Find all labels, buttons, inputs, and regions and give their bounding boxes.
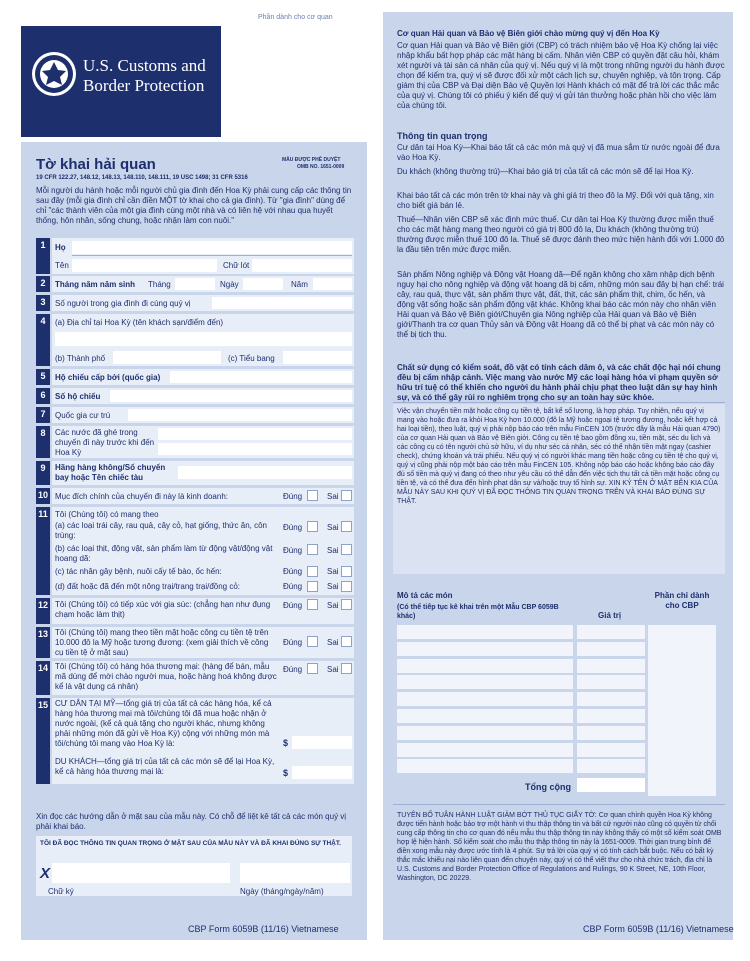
q11a-label: (a) các loại trái cây, rau quả, cây cỏ, hạt giống, thức ăn, côn trùng: <box>55 521 267 540</box>
q6-label: Số hộ chiếu <box>55 392 101 401</box>
first-name-field[interactable] <box>72 259 217 272</box>
intro-text: Mỗi người du hành hoặc mỗi người chủ gia đình đến Hoa Kỳ phải cung cấp các thông tin sau đây (mỗi gia đình chỉ cần điền MỘT tờ khai cho cả gia đình). Từ "gia đình" dùng để chỉ "các thành viên của một gia đình cùng một nhà và có liên hệ với nhau qua huyết thống, hôn nhân, sống chung, hoặc nhận làm con nuôi." <box>36 186 352 225</box>
q14-yes-checkbox[interactable] <box>307 663 318 674</box>
q12-number: 12 <box>36 598 50 624</box>
q11b-yes-checkbox[interactable] <box>307 544 318 555</box>
q8-label: Các nước đã ghé trong chuyến đi này trước khi đến Hoa Kỳ <box>55 428 155 457</box>
yes-label: Đúng <box>283 638 303 647</box>
q11d-no-checkbox[interactable] <box>341 581 352 592</box>
table-desc-subheader: (Có thể tiếp tục kê khai trên một Mẫu CBP 6059B khác) <box>397 604 559 620</box>
item-description-field[interactable] <box>397 692 573 706</box>
q13-yes-checkbox[interactable] <box>307 636 318 647</box>
yes-label: Đúng <box>283 601 303 610</box>
table-agency-header: Phần chỉ dành cho CBP <box>654 591 710 610</box>
signature-label: Chữ ký <box>48 887 74 896</box>
q15-number: 15 <box>36 698 50 784</box>
agency-use-note: Phần dành cho cơ quan <box>258 14 333 21</box>
q11d-label: (d) đất hoặc đã đến một nông trại/trang trại/đồng cỏ: <box>55 582 241 591</box>
no-label: Sai <box>327 601 339 610</box>
form-footer-back: CBP Form 6059B (11/16) Vietnamese <box>583 924 734 934</box>
q12-yes-checkbox[interactable] <box>307 599 318 610</box>
q11-number: 11 <box>36 507 50 595</box>
q3-label: Số người trong gia đình đi cùng quý vị <box>55 299 191 308</box>
q13-number: 13 <box>36 627 50 658</box>
q11c-label: (c) tác nhân gây bệnh, nuôi cấy tế bào, ốc hến: <box>55 567 222 576</box>
q11c-yes-checkbox[interactable] <box>307 566 318 577</box>
info-title: Thông tin quan trọng <box>397 131 488 141</box>
yes-label: Đúng <box>283 665 303 674</box>
date-label: Ngày (tháng/ngày/năm) <box>240 887 324 896</box>
agriculture-info: Sản phẩm Nông nghiệp và Động vật Hoang dã—Để ngăn không cho xâm nhập dịch bệnh nguy hại cho nông nghiệp và động vật hoang dã bị cấm, những món sau đây bị hạn chế: trái cây, rau quả, thực vật, sản phẩm thực vật, đất, thịt, các sản phẩm thịt, chim, ốc hến, và động vật sống hoặc sản phẩm động vật khác. Không khai báo các món này cho nhân viên Hải quan và Bảo vệ Biên giới/Chuyên gia Nông nghiệp của Hải quan và Bảo vệ Biên giới/Thanh tra cơ quan Thủy sản và Động vật Hoang dã có thể bị phạt và các món này có thể bị tịch thu. <box>397 270 724 339</box>
approval-line-1: MẪU ĐƯỢC PHÊ DUYỆT <box>282 157 341 163</box>
welcome-title: Cơ quan Hải quan và Bảo vệ Biên giới chào mừng quý vị đến Hoa Kỳ <box>397 29 660 38</box>
q14-no-checkbox[interactable] <box>341 663 352 674</box>
q8-number: 8 <box>36 426 50 458</box>
item-description-field[interactable] <box>397 759 573 773</box>
q15-resident-label: CƯ DÂN TẠI MỸ—tổng giá trị của tất cả các hàng hóa, kể cả hàng hóa thương mại mà tôi/chúng tôi đã mua hoặc nhận ở nước ngoài, (kể cả quà tặng cho người khác, nhưng không phải những món đã gửi về Hoa Kỳ) cộng với những món mà tôi/chúng tôi mang vào Hoa Kỳ là: <box>55 699 272 748</box>
q10-number: 10 <box>36 488 50 504</box>
item-value-field[interactable] <box>577 642 645 656</box>
passport-number-field[interactable] <box>110 390 352 402</box>
q14-label: Tôi (Chúng tôi) có hàng hóa thương mại: (hàng để bán, mẫu mã dùng để mời chào người mua, hoặc hàng hoá không được kể là vật dụng cá nhân) <box>55 662 277 691</box>
dhs-seal-icon <box>31 51 77 97</box>
q2-year-label: Năm <box>291 280 308 289</box>
date-field[interactable] <box>240 863 350 883</box>
table-value-header: Giá trị <box>598 611 622 620</box>
q1-first-label: Tên <box>55 261 69 270</box>
countries-visited-field-2[interactable] <box>158 443 352 455</box>
q4-state-label: (c) Tiểu bang <box>228 354 275 363</box>
q10-no-checkbox[interactable] <box>341 490 352 501</box>
currency-info: Việc vận chuyển tiền mặt hoặc công cụ tiền tệ, bất kể số lượng, là hợp pháp. Tuy nhiên, nếu quý vị mang vào hoặc đưa ra khỏi Hoa Kỳ hơn 10.000 (đô la Mỹ hoặc ngoại tệ tương đương, hoặc kết hợp cả hai loại tiền), theo luật, quý vị phải nộp báo cáo trên mẫu FinCEN 105 (trước đây là mẫu Hải quan 4790) của cơ quan Hải quan và Bảo vệ Biên giới. Công cụ tiền tệ bao gồm đồng xu, tiền mặt, séc du lịch và các công cụ có tên người chủ sở hữu, ví dụ như séc cá nhân, séc có thể nhận tiền mặt ngay (cashier check), chứng khoán và trái phiếu. Nếu quý vị có người khác mang tiền hoặc công cụ tiền tệ cho quý vị, quý vị cũng phải nộp một báo cáo trên mẫu FinCEN 105. Không nộp báo cáo hoặc không báo cáo đầy đủ số tiền mà quý vị đang có theo như yêu cầu có thể dẫn đến việc tịch thu tất cả tiền mặt hoặc công cụ tiền tệ, và có thể đưa đến hình phạt dân sự và/hoặc truy tố hình sự. XIN KÝ TÊN Ở MẶT BÊN KIA CỦA MẪU NÀY SAU KHI QUÝ VỊ ĐÃ ĐỌC THÔNG TIN QUAN TRỌNG TRÊN VÀ KHAI BÁO ĐÚNG SỰ THẬT. <box>397 408 721 505</box>
item-value-field[interactable] <box>577 675 645 689</box>
visitor-info: Du khách (không thường trú)—Khai báo giá trị của tất cả các món sẽ để lại Hoa Kỳ. <box>397 167 694 176</box>
q7-label: Quốc gia cư trú <box>55 411 111 420</box>
no-label: Sai <box>327 582 339 591</box>
q12-label: Tôi (Chúng tôi) có tiếp xúc với gia súc: (chẳng hạn như đụng chạm hoặc làm thịt) <box>55 600 271 619</box>
city-field[interactable] <box>113 351 221 364</box>
q12-no-checkbox[interactable] <box>341 599 352 610</box>
birth-day-field[interactable] <box>243 278 283 290</box>
item-description-field[interactable] <box>397 726 573 740</box>
dollar-sign: $ <box>283 738 289 748</box>
q15-visitor-label: DU KHÁCH—tổng giá trị của tất cả các món sẽ để lại Hoa Kỳ, kể cả hàng hóa thương mại là: <box>55 757 275 776</box>
residence-country-field[interactable] <box>128 409 352 421</box>
yes-label: Đúng <box>283 582 303 591</box>
warning-info: Chất sử dụng có kiểm soát, đồ vật có tính cách dâm ô, và các chất độc hại nói chung đều bị cấm nhập cảnh. Việc mang vào nước Mỹ các loại hàng hóa vi phạm quyền sở hữu trí tuệ có thể khiến cho người du hành phải chịu phạt theo luật dân sự hay hình sự, và có thể gây rủi ro nghiêm trọng cho sự an toàn hay sức khỏe. <box>397 363 721 402</box>
item-description-field[interactable] <box>397 743 573 757</box>
yes-label: Đúng <box>283 492 303 501</box>
resident-info: Cư dân tại Hoa Kỳ—Khai báo tất cả các món mà quý vị đã mua sắm từ nước ngoài để đưa vào Hoa Kỳ. <box>397 143 720 162</box>
item-description-field[interactable] <box>397 709 573 723</box>
logo-line-2: Border Protection <box>83 76 205 95</box>
q9-label: Hãng hàng không/Số chuyến bay hoặc Tên chiếc tàu <box>55 463 166 482</box>
no-label: Sai <box>327 567 339 576</box>
last-name-field[interactable] <box>72 241 352 254</box>
table-desc-header: Mô tả các món <box>397 591 453 600</box>
q7-number: 7 <box>36 407 50 423</box>
resident-total-field[interactable] <box>292 736 352 749</box>
item-value-field[interactable] <box>577 659 645 673</box>
q11b-no-checkbox[interactable] <box>341 544 352 555</box>
q14-number: 14 <box>36 661 50 695</box>
state-field[interactable] <box>283 351 352 364</box>
no-label: Sai <box>327 638 339 647</box>
q4-number: 4 <box>36 314 50 366</box>
q1-number: 1 <box>36 238 50 274</box>
item-value-field[interactable] <box>577 743 645 757</box>
logo-line-1: U.S. Customs and <box>83 56 206 75</box>
yes-label: Đúng <box>283 523 303 532</box>
declaration-text: TÔI ĐÃ ĐỌC THÔNG TIN QUAN TRỌNG Ở MẶT SAU CỦA MẪU NÀY VÀ ĐÃ KHAI ĐÚNG SỰ THẬT. <box>40 840 341 847</box>
q10-yes-checkbox[interactable] <box>307 490 318 501</box>
item-description-field[interactable] <box>397 642 573 656</box>
q10-label: Mục đích chính của chuyến đi này là kinh doanh: <box>55 492 228 501</box>
yes-label: Đúng <box>283 567 303 576</box>
total-value-field[interactable] <box>577 778 645 792</box>
approval-line-2: OMB NO. 1651-0009 <box>297 164 345 170</box>
item-value-field[interactable] <box>577 726 645 740</box>
item-value-field[interactable] <box>577 759 645 773</box>
form-title: Tờ khai hải quan <box>36 156 156 173</box>
visitor-total-field[interactable] <box>292 766 352 779</box>
item-value-field[interactable] <box>577 625 645 639</box>
q9-number: 9 <box>36 461 50 485</box>
declare-all-info: Khai báo tất cả các món trên tờ khai này và ghi giá trị theo đô la Mỹ. Đối với quà tặng, xin cho biết giá bán lẻ. <box>397 191 714 210</box>
q4-city-label: (b) Thành phố <box>55 354 106 363</box>
yes-label: Đúng <box>283 546 303 555</box>
passport-country-field[interactable] <box>170 371 352 383</box>
item-description-field[interactable] <box>397 675 573 689</box>
duty-info: Thuế—Nhân viên CBP sẽ xác định mức thuế. Cư dân tại Hoa Kỳ thường được miễn thuế cho các mặt hàng mang theo người có giá trị 800 đô la, Du khách (không thường trú) thường được miễn thuế 100 đô la. Thuế sẽ được đánh theo mức hiện hành đối với 1.000 đô la đầu tiên trên mức được miễn. <box>397 215 725 254</box>
birth-month-field[interactable] <box>175 278 215 290</box>
agency-use-box <box>648 625 716 796</box>
dollar-sign: $ <box>283 768 289 778</box>
countries-visited-field-1[interactable] <box>158 428 352 440</box>
welcome-body: Cơ quan Hải quan và Bảo vệ Biên giới (CBP) có trách nhiệm bảo vệ Hoa Kỳ chống lại việc nhập khẩu bất hợp pháp các mặt hàng bị cấm. Nhân viên CBP có quyền đặt câu hỏi, khám xét người và tài sản cá nhân của quý vị. Nếu quý vị là một trong những người du hành được chọn để kiểm tra, quý vị sẽ được đối xử một cách lịch sự, chuyên nghiệp, và tôn trọng. Cấp giám thị của CBP và Đại diện Bảo vệ Quyền lợi Hành khách có mặt để trả lời các thắc mắc của quý vị. Chúng tôi có phiếu ý kiến để quý vị gửi tán thưởng hoặc phàn hồi cho việc làm của chúng tôi. <box>397 41 725 110</box>
birth-year-field[interactable] <box>313 278 352 290</box>
q11a-no-checkbox[interactable] <box>341 521 352 532</box>
q1-middle-label: Chữ lót <box>223 261 250 270</box>
no-label: Sai <box>327 665 339 674</box>
middle-name-field[interactable] <box>252 259 352 272</box>
cbp-logo-block <box>21 26 221 137</box>
q11d-yes-checkbox[interactable] <box>307 581 318 592</box>
us-address-field[interactable] <box>55 332 352 346</box>
q4-label: (a) Địa chỉ tại Hoa Kỳ (tên khách sạn/điểm đến) <box>55 318 224 327</box>
form-footer-front: CBP Form 6059B (11/16) Vietnamese <box>188 924 339 934</box>
item-description-field[interactable] <box>397 625 573 639</box>
paperwork-notice: TUYÊN BỐ TUÂN HÀNH LUẬT GIẢM BỚT THỦ TỤC GIẤY TỜ: Cơ quan chính quyền Hoa Kỳ không được tiến hành hoặc bảo trợ một hành vi thu thập thông tin và bất cứ người nào cũng có quyền từ chối cung cấp thông tin cho cơ quan đó nếu mẫu thu thập thông tin này không thấy có một số kiểm soát OMB hợp lệ hiện hành. Số kiểm soát cho mẫu thu thập thông tin này là 1651-0009. Thời gian trung bình để điền xong mẫu này được ước tính là 4 phút. Sự trả lời của quý vị có tính cách bắt buộc. Nếu có bất kỳ thắc mắc khiếu nại nào liên quan đến chuyện này, quý vị có thể viết thư cho nhà chức trách, địa chỉ là U.S. Customs and Border Protection Office of Regulations and Rulings, 90 K Street, NE, 10th Floor, Washington, DC 20229. <box>397 812 722 882</box>
instructions-text: Xin đọc các hướng dẫn ở mặt sau của mẫu này. Có chỗ để liệt kê tất cả các món quý vị phải khai báo. <box>36 812 347 831</box>
no-label: Sai <box>327 523 339 532</box>
q11-label: Tôi (Chúng tôi) có mang theo <box>55 510 159 519</box>
no-label: Sai <box>327 546 339 555</box>
signature-field[interactable] <box>52 863 230 883</box>
q11b-label: (b) các loại thịt, động vật, sản phẩm làm từ động vật/động vật hoang dã: <box>55 544 273 563</box>
signature-x: X <box>40 865 51 882</box>
item-value-field[interactable] <box>577 692 645 706</box>
q13-no-checkbox[interactable] <box>341 636 352 647</box>
q6-number: 6 <box>36 388 50 404</box>
cfr-references: 19 CFR 122.27, 148.12, 148.13, 148.110, 148.111, 19 USC 1498; 31 CFR 5316 <box>36 175 248 181</box>
item-value-field[interactable] <box>577 709 645 723</box>
q1-label: Họ <box>55 243 66 252</box>
q5-number: 5 <box>36 369 50 385</box>
family-members-field[interactable] <box>212 297 352 309</box>
flight-number-field[interactable] <box>178 466 352 479</box>
q3-number: 3 <box>36 295 50 311</box>
table-total-label: Tổng cộng <box>525 782 571 792</box>
q11c-no-checkbox[interactable] <box>341 566 352 577</box>
q11a-yes-checkbox[interactable] <box>307 521 318 532</box>
q2-day-label: Ngày <box>220 280 239 289</box>
no-label: Sai <box>327 492 339 501</box>
item-description-field[interactable] <box>397 659 573 673</box>
q2-month-label: Tháng <box>148 280 171 289</box>
q5-label: Hộ chiếu cấp bởi (quốc gia) <box>55 373 161 382</box>
q2-number: 2 <box>36 276 50 292</box>
q2-label: Tháng năm năm sinh <box>55 280 136 289</box>
q13-label: Tôi (Chúng tôi) mang theo tiền mặt hoặc công cụ tiền tệ trên 10.000 đô la Mỹ hoặc tương đương: (xem giải thích về công cụ tiền tệ ở mặt sau) <box>55 628 269 657</box>
